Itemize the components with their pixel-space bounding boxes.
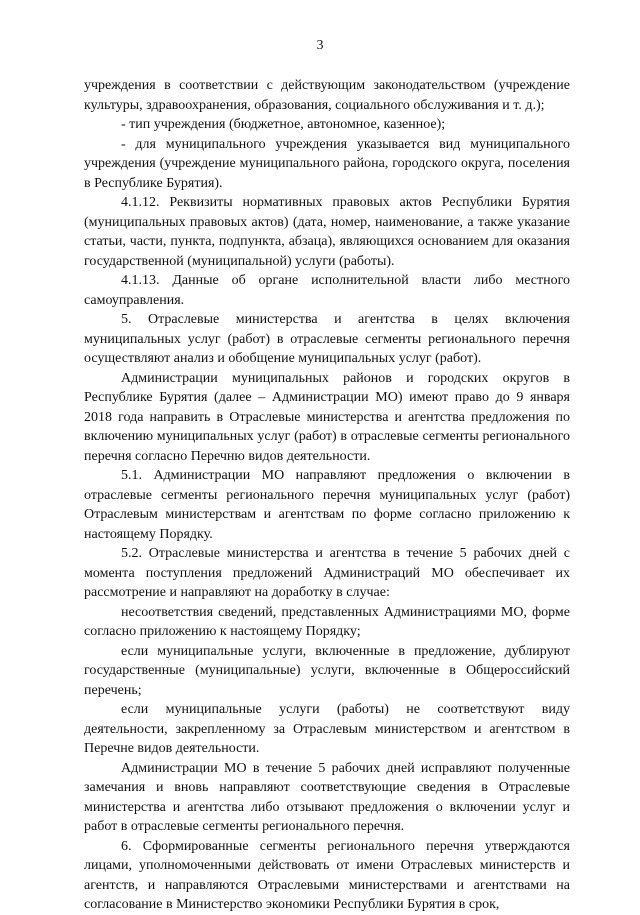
paragraph-case-activity-mismatch: если муниципальные услуги (работы) не соответствуют виду деятельности, закрепленному за Отраслевым министерством и агентством в Перечне видов деятельности. <box>84 702 570 756</box>
paragraph-continuation: учреждения в соответствии с действующим законодательством (учреждение культуры, здравоохранения, образования, социального обслуживания и т. д.); <box>84 78 570 113</box>
paragraph-municipal-institution-kind: - для муниципального учреждения указывается вид муниципального учреждения (учреждение муниципального района, городского округа, поселения в Республике Бурятия). <box>84 136 570 191</box>
paragraph-case-duplicate: если муниципальные услуги, включенные в предложение, дублируют государственные (муниципальные) услуги, включенные в Общероссийский перечень; <box>84 643 570 698</box>
paragraph-corrections: Администрации МО в течение 5 рабочих дней исправляют полученные замечания и вновь направляют соответствующие сведения в Отраслевые министерства и агентства либо отзывают предложения о включении услуг и работ в отраслевые сегменты регионального перечня. <box>84 760 570 834</box>
paragraph-case-mismatch-form: несоответствия сведений, представленных Администрациями МО, форме согласно приложению к настоящему Порядку; <box>84 604 570 639</box>
paragraph-institution-type: - тип учреждения (бюджетное, автономное, казенное); <box>121 117 446 132</box>
paragraph-5: 5. Отраслевые министерства и агентства в целях включения муниципальных услуг (работ) в отраслевые сегменты регионального перечня осуществляют анализ и обобщение муниципальных услуг (работ). <box>84 312 570 366</box>
document-body <box>84 76 570 915</box>
paragraph-5-1: 5.1. Администрации МО направляют предложения о включении в отраслевые сегменты регионального перечня муниципальных услуг (работ) Отраслевым министерствам и агентствам по форме согласно приложению к настоящему Порядку. <box>84 468 570 542</box>
paragraph-4-1-13: 4.1.13. Данные об органе исполнительной власти либо местного самоуправления. <box>84 273 570 308</box>
paragraph-6: 6. Сформированные сегменты регионального перечня утверждаются лицами, уполномоченными действовать от имени Отраслевых министерств и агентств, и направляются Отраслевыми министерствами и агентствами на согласование в Министерство экономики Республики Бурятия в срок, <box>84 838 570 912</box>
page-number: 3 <box>316 38 324 53</box>
paragraph-5-2: 5.2. Отраслевые министерства и агентства в течение 5 рабочих дней с момента поступления предложений Администраций МО обеспечивает их рассмотрение и направляют на доработку в случае: <box>84 546 570 600</box>
paragraph-4-1-12: 4.1.12. Реквизиты нормативных правовых актов Республики Бурятия (муниципальных правовых актов) (дата, номер, наименование, а также указание статьи, части, пункта, подпункта, абзаца), являющихся основанием для оказания государственной (муниципальной) услуги (работы). <box>84 195 570 269</box>
paragraph-administrations-right: Администрации муниципальных районов и городских округов в Республике Бурятия (далее – Администрации МО) имеют право до 9 января 2018 года направить в Отраслевые министерства и агентства предложения по включению муниципальных услуг (работ) в отраслевые сегменты регионального перечня согласно Перечню видов деятельности. <box>84 370 570 464</box>
